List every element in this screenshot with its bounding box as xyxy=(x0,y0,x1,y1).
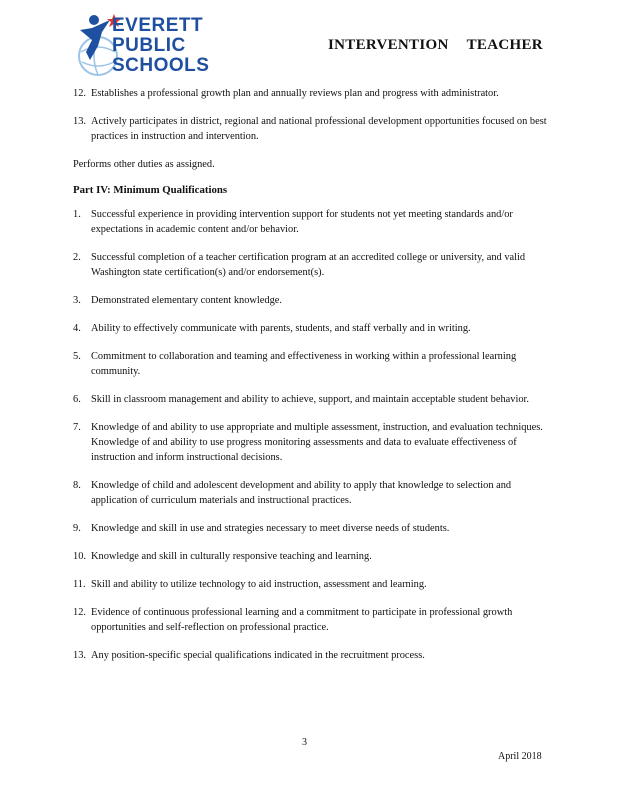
list-item: 12. Establishes a professional growth plan and annually reviews plan and progress with administrator. xyxy=(73,88,499,99)
document-title xyxy=(328,37,543,54)
list-item: 8. Knowledge of child and adolescent development and ability to apply that knowledge to selection and application of curriculum materials and instructional practices. xyxy=(73,480,512,506)
list-item: 13. Actively participates in district, regional and national professional development opportunities focused on best practices in instruction and intervention. xyxy=(73,116,547,142)
list-item: 13. Any position-specific special qualifications indicated in the recruitment process. xyxy=(73,650,425,661)
page-number: 3 xyxy=(302,737,307,748)
list-item: 12. Evidence of continuous professional learning and a commitment to participate in professional growth opportunities and self-reflection on professional practice. xyxy=(73,607,513,633)
logo-line-3: SCHOOLS xyxy=(112,55,210,76)
list-item: 4. Ability to effectively communicate with parents, students, and staff verbally and in writing. xyxy=(73,323,471,334)
title-left: INTERVENTION xyxy=(328,37,449,53)
list-item: 1. Successful experience in providing intervention support for students not yet meeting standards and/or expectations in academic content and/or behavior. xyxy=(73,209,513,235)
document-body xyxy=(73,86,551,663)
section-heading: Part IV: Minimum Qualifications xyxy=(73,184,228,196)
list-item: 10. Knowledge and skill in culturally responsive teaching and learning. xyxy=(73,551,372,562)
list-item: 5. Commitment to collaboration and teaming and effectiveness in working within a professional learning community. xyxy=(73,351,517,377)
logo-line-2: PUBLIC xyxy=(112,35,186,56)
everett-public-schools-logo xyxy=(72,12,242,82)
other-duties: Performs other duties as assigned. xyxy=(73,159,215,170)
title-right: TEACHER xyxy=(466,37,543,53)
list-item: 9. Knowledge and skill in use and strategies necessary to meet diverse needs of students. xyxy=(73,523,450,534)
list-item: 7. Knowledge of and ability to use appropriate and multiple assessment, instruction, and evaluation techniques. Knowledge of and ability to use progress monitoring assessments and data to evaluate effectiveness of instruction and inform instructional decisions. xyxy=(73,422,543,463)
list-item: 2. Successful completion of a teacher certification program at an accredited college or university, and valid Washington state certification(s) and/or endorsement(s). xyxy=(73,252,526,278)
list-item: 3. Demonstrated elementary content knowledge. xyxy=(73,295,283,306)
list-item: 11. Skill and ability to utilize technology to aid instruction, assessment and learning. xyxy=(73,579,427,590)
logo-line-1: EVERETT xyxy=(112,15,204,36)
list-item: 6. Skill in classroom management and ability to achieve, support, and maintain acceptable student behavior. xyxy=(73,394,530,405)
footer-date: April 2018 xyxy=(498,751,542,762)
